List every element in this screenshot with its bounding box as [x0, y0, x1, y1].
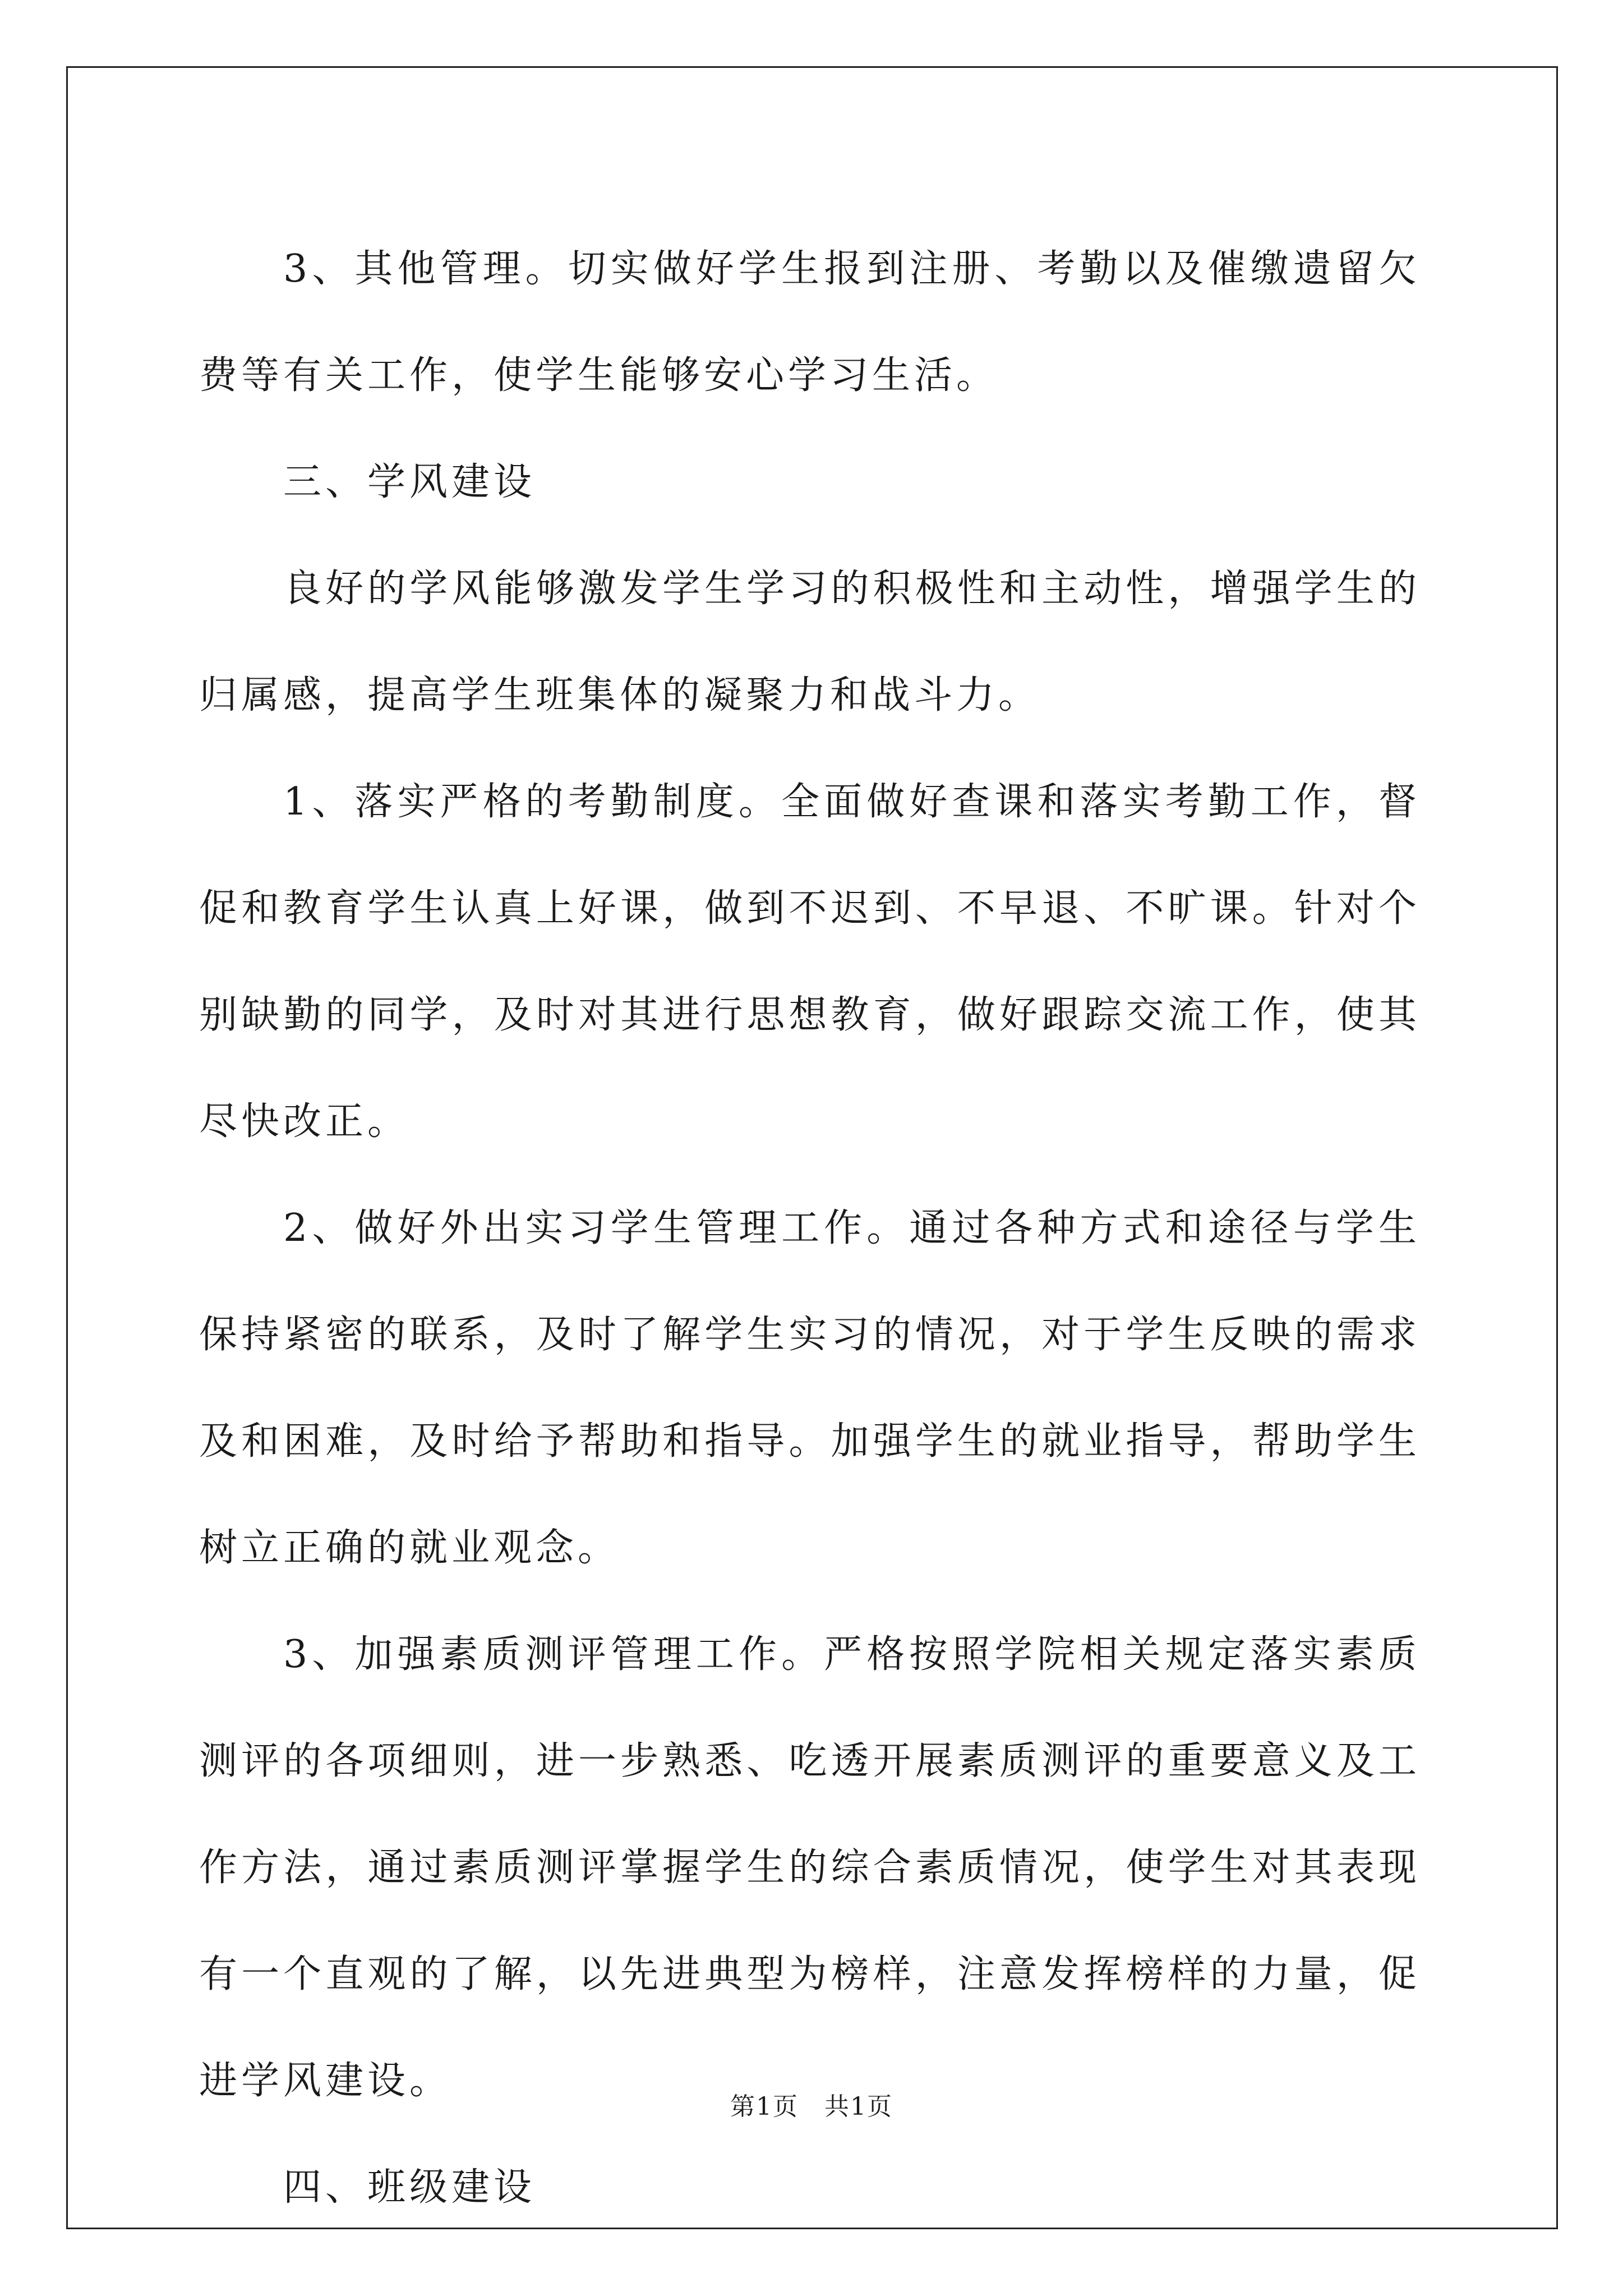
paragraph-study-style-intro: 良好的学风能够激发学生学习的积极性和主动性，增强学生的归属感，提高学生班集体的凝聚力和战斗力。 — [199, 567, 1421, 717]
document-body — [199, 216, 1421, 2241]
paragraph-internship: 2、做好外出实习学生管理工作。通过各种方式和途径与学生保持紧密的联系，及时了解学生实习的情况，对于学生反映的需求及和困难，及时给予帮助和指导。加强学生的就业指导，帮助学生树立正确的就业观念。 — [199, 1206, 1421, 1570]
heading-study-style: 三、学风建设 — [283, 460, 536, 504]
page-footer: 第1页 共1页 — [730, 2092, 893, 2121]
paragraph-other-management: 3、其他管理。切实做好学生报到注册、考勤以及催缴遗留欠费等有关工作，使学生能够安心学习生活。 — [199, 247, 1421, 398]
paragraph-attendance: 1、落实严格的考勤制度。全面做好查课和落实考勤工作，督促和教育学生认真上好课，做到不迟到、不早退、不旷课。针对个别缺勤的同学，及时对其进行思想教育，做好跟踪交流工作，使其尽快改正。 — [199, 780, 1421, 1144]
paragraph-quality-assessment: 3、加强素质测评管理工作。严格按照学院相关规定落实素质测评的各项细则，进一步熟悉、吃透开展素质测评的重要意义及工作方法，通过素质测评掌握学生的综合素质情况，使学生对其表现有一个直观的了解，以先进典型为榜样，注意发挥榜样的力量，促进学风建设。 — [199, 1632, 1421, 2103]
heading-class-building: 四、班级建设 — [283, 2165, 536, 2210]
